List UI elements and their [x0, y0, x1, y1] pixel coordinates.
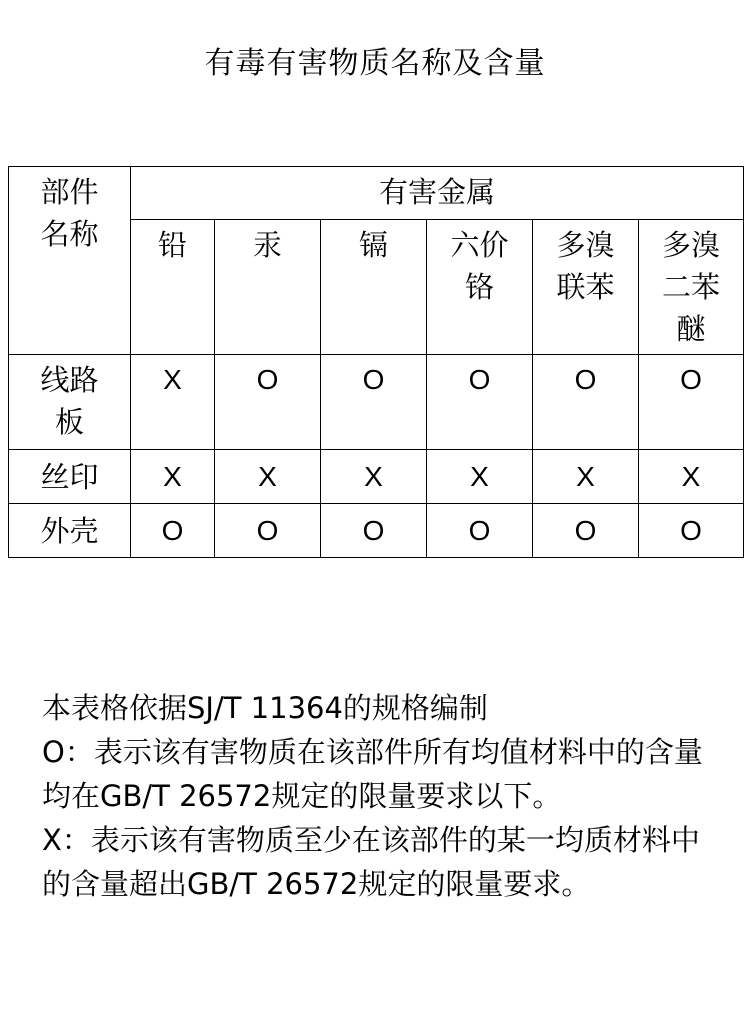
notes-block: [42, 686, 722, 906]
substance-header: 铅: [131, 220, 215, 355]
value-cell: O: [533, 355, 639, 450]
hazardous-metals-header: 有害金属: [131, 167, 744, 220]
note-x-definition: X：表示该有害物质至少在该部件的某一均质材料中的含量超出GB/T 26572规定的限量要求。: [42, 823, 700, 901]
substance-header: 多溴联苯: [533, 220, 639, 355]
substance-header: 镉: [321, 220, 427, 355]
header-row: [9, 167, 744, 220]
value-cell: O: [639, 355, 744, 450]
document-title: 有毒有害物质名称及含量: [204, 46, 546, 81]
value-cell: O: [639, 504, 744, 558]
table-row: [9, 450, 744, 504]
value-cell: X: [533, 450, 639, 504]
part-name-cell: 外壳: [9, 504, 131, 558]
part-name-cell: 线路板: [9, 355, 131, 450]
value-cell: O: [427, 355, 533, 450]
substance-header: 多溴二苯醚: [639, 220, 744, 355]
substance-header: 六价铬: [427, 220, 533, 355]
hazardous-substance-table: [8, 166, 744, 558]
value-cell: X: [215, 450, 321, 504]
note-standard: 本表格依据SJ/T 11364的规格编制: [42, 691, 488, 725]
value-cell: X: [321, 450, 427, 504]
value-cell: X: [131, 450, 215, 504]
value-cell: X: [639, 450, 744, 504]
value-cell: O: [131, 504, 215, 558]
value-cell: O: [321, 504, 427, 558]
value-cell: O: [215, 355, 321, 450]
value-cell: O: [533, 504, 639, 558]
value-cell: O: [321, 355, 427, 450]
note-o-definition: O：表示该有害物质在该部件所有均值材料中的含量均在GB/T 26572规定的限量要求以下。: [42, 735, 703, 813]
table-row: [9, 504, 744, 558]
value-cell: X: [427, 450, 533, 504]
value-cell: O: [427, 504, 533, 558]
substance-header: 汞: [215, 220, 321, 355]
part-name-header: 部件名称: [9, 167, 131, 355]
value-cell: X: [131, 355, 215, 450]
part-name-cell: 丝印: [9, 450, 131, 504]
table-row: [9, 355, 744, 450]
value-cell: O: [215, 504, 321, 558]
